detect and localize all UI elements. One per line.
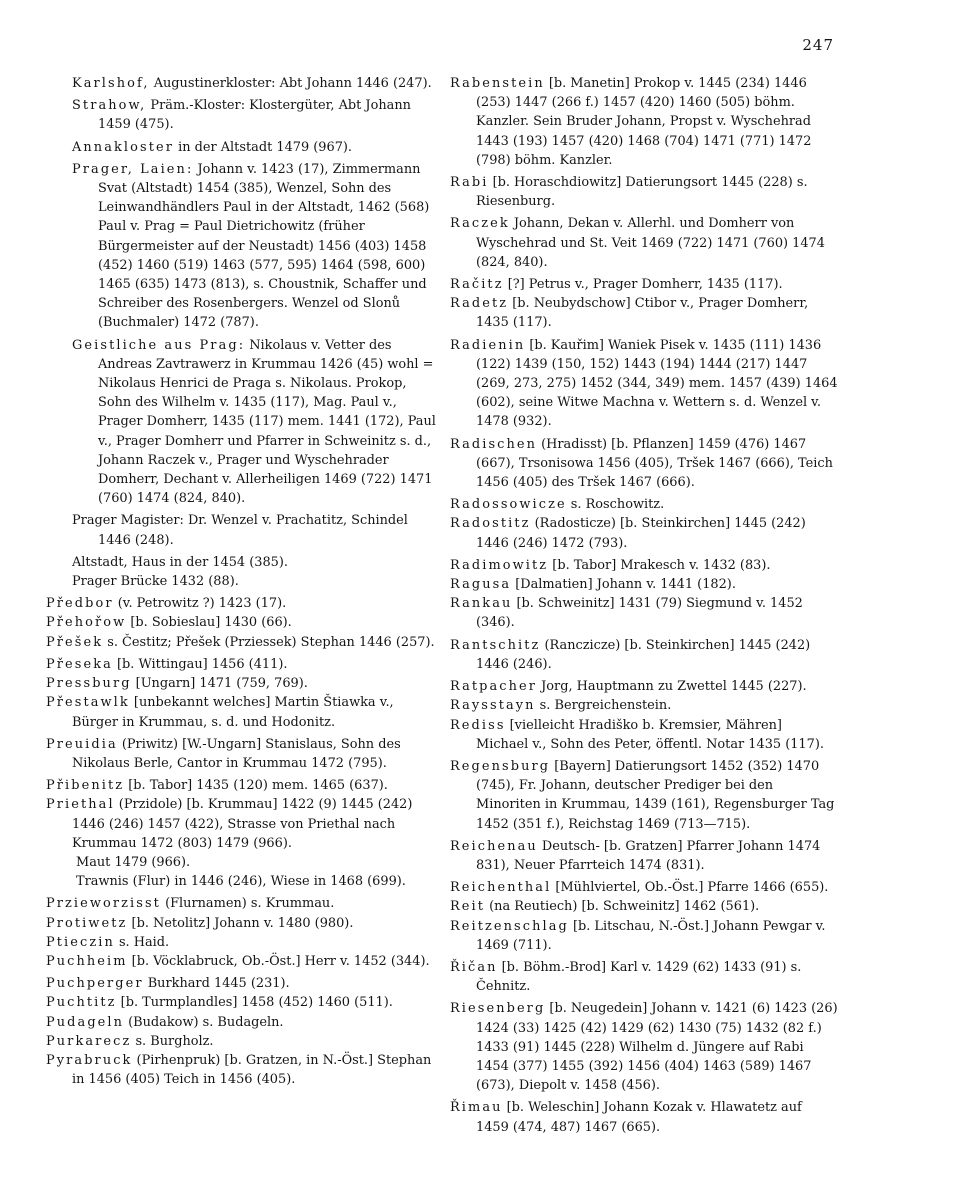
entry-text: 1479 (966).: [110, 854, 191, 870]
index-entry: [450, 336, 838, 432]
entry-headword: Prager Magister:: [72, 513, 184, 529]
index-entry: [46, 933, 440, 952]
index-entry: [46, 894, 440, 913]
entry-text: [b. Weleschin] Johann Kozak v. Hlawatetz auf 1459 (474, 487) 1467 (665).: [476, 1100, 802, 1135]
entry-headword: Radossowicze: [450, 497, 567, 513]
entry-headword: Rankau: [450, 596, 513, 612]
entry-text: s. Haid.: [114, 934, 170, 950]
entry-headword: Řičan: [450, 959, 498, 975]
index-entry: [46, 1032, 440, 1051]
entry-text: [unbekannt welches] Martin Štiawka v., Bürger in Krummau, s. d. und Hodonitz.: [72, 695, 394, 730]
index-entry: [46, 952, 440, 971]
index-entry: [450, 696, 838, 715]
entry-headword: Priethal: [46, 797, 115, 813]
index-entry: [46, 795, 440, 853]
entry-text: s. Čestitz; Přešek (Prziessek) Stephan 1446 (257).: [103, 634, 435, 650]
entry-headword: Přibenitz: [46, 778, 125, 794]
right-column: [450, 74, 838, 1140]
index-entry: [450, 556, 838, 575]
entry-text: Jorg, Hauptmann zu Zwettel 1445 (227).: [537, 679, 807, 695]
index-entry: [450, 636, 838, 674]
entry-text: [b. Tabor] 1435 (120) mem. 1465 (637).: [124, 778, 388, 794]
entry-text: [Ungarn] 1471 (759, 769).: [131, 676, 308, 692]
entry-headword: Ratpacher: [450, 679, 538, 695]
entry-headword: Radischen: [450, 436, 538, 452]
entry-headword: Altstadt,: [72, 554, 128, 570]
entry-headword: Račitz: [450, 277, 504, 293]
entry-text: Präm.-Kloster: Klostergüter, Abt Johann 1459 (475).: [98, 98, 411, 133]
entry-text: [?] Petrus v., Prager Domherr, 1435 (117).: [503, 277, 783, 293]
entry-headword: Pudageln: [46, 1014, 125, 1030]
entry-headword: Riesenberg: [450, 1001, 546, 1017]
entry-headword: Regensburg: [450, 758, 551, 774]
entry-headword: Puchheim: [46, 953, 128, 969]
entry-text: [b. Vöcklabruck, Ob.-Öst.] Herr v. 1452 (344).: [127, 953, 430, 969]
index-entry: [450, 897, 838, 916]
entry-headword: Přešek: [46, 634, 104, 650]
index-entry: [450, 958, 838, 996]
index-entry: [46, 655, 440, 674]
entry-text: [b. Tabor] Mrakesch v. 1432 (83).: [548, 557, 771, 573]
entry-text: [b. Turmplandles] 1458 (452) 1460 (511).: [116, 995, 393, 1011]
entry-text: s. Bergreichenstein.: [535, 698, 672, 714]
entry-headword: Maut: [76, 854, 111, 870]
entry-text: Augustinerkloster: Abt Johann 1446 (247).: [149, 76, 432, 91]
index-entry: [46, 613, 440, 632]
entry-text: Dr. Wenzel v. Prachatitz, Schindel 1446 (248).: [98, 513, 408, 548]
index-entry: [46, 674, 440, 693]
entry-headword: Przieworzisst: [46, 896, 161, 912]
index-entry: [46, 594, 440, 613]
entry-text: [Bayern] Datierungsort 1452 (352) 1470 (745), Fr. Johann, deutscher Prediger bei den Minoriten in Krummau, 1439 (161), Regensburger Tag 1452 (351 f.), Reichstag 1469 (713—715).: [476, 758, 835, 832]
index-entry: [450, 435, 838, 493]
index-entry: [450, 275, 838, 294]
entry-headword: Prager Brücke: [72, 574, 168, 590]
entry-headword: Preuidia: [46, 736, 118, 752]
entry-headword: Předbor: [46, 596, 114, 612]
index-entry: [46, 974, 440, 993]
entry-headword: Reitzenschlag: [450, 918, 569, 934]
entry-text: 1432 (88).: [167, 574, 239, 590]
entry-text: Haus in der 1454 (385).: [127, 554, 288, 570]
entry-text: (Budakow) s. Budageln.: [124, 1014, 284, 1030]
entry-headword: Rediss: [450, 717, 506, 733]
entry-text: [Mühlviertel, Ob.-Öst.] Pfarre 1466 (655).: [551, 880, 829, 896]
entry-headword: Radostitz: [450, 516, 531, 532]
entry-text: (Pirhenpruk) [b. Gratzen, in N.-Öst.] Stephan in 1456 (405) Teich in 1456 (405).: [72, 1052, 432, 1088]
index-entry: [46, 776, 440, 795]
index-entry: [46, 1051, 440, 1089]
entry-headword: Trawnis: [76, 874, 129, 890]
entry-headword: Rabi: [450, 175, 489, 191]
index-entry: [450, 837, 838, 875]
index-entry: [450, 917, 838, 955]
entry-headword: Reichenthal: [450, 880, 552, 896]
index-entry: [450, 514, 838, 552]
entry-headword: Pressburg: [46, 676, 132, 692]
left-column: [46, 74, 440, 1092]
index-entry: [450, 575, 838, 594]
index-entry: [72, 74, 440, 93]
entry-text: Johann v. 1423 (17), Zimmermann Svat (Altstadt) 1454 (385), Wenzel, Sohn des Leinwandhändlers Paul in der Altstadt, 1462 (568) Paul v. Prag = Paul Dietrichowitz (früher Bürgermeister auf der Neustadt) 1456 (403) 1458 (452) 1460 (519) 1463 (577, 595) 1464 (598, 600) 1465 (635) 1473 (813), s. Choustnik, Schaffer und Schreiber des Rosenbergers. Wenzel od Slonů (Buchmaler) 1472 (787).: [98, 161, 430, 331]
index-entry: [450, 74, 838, 170]
entry-text: [b. Litschau, N.-Öst.] Johann Pewgar v. 1469 (711).: [476, 918, 826, 953]
index-entry: [450, 677, 838, 696]
entry-text: Nikolaus v. Vetter des Andreas Zavtrawerz in Krummau 1426 (45) wohl = Nikolaus Henrici de Praga s. Nikolaus. Prokop, Sohn des Wilhelm v. 1435 (117), Mag. Paul v., Prager Domherr, 1435 (117) mem. 1441 (172), Paul v., Prager Domherr und Pfarrer in Schweinitz s. d., Johann Raczek v., Prager und Wyschehrader Domherr, Dechant v. Allerheiligen 1469 (722) 1471 (760) 1474 (824, 840).: [98, 337, 436, 507]
entry-text: (Przidole) [b. Krummau] 1422 (9) 1445 (242) 1446 (246) 1457 (422), Strasse von Priethal nach Krummau 1472 (803) 1479 (966).: [72, 797, 413, 851]
entry-text: (Priwitz) [W.-Ungarn] Stanislaus, Sohn des Nikolaus Berle, Cantor in Krummau 1472 (795).: [72, 736, 401, 771]
index-entry: [46, 1013, 440, 1032]
entry-text: [b. Kauřim] Waniek Pisek v. 1435 (111) 1436 (122) 1439 (150, 152) 1443 (194) 1444 (217) 1447 (269, 273, 275) 1452 (344, 349) mem. 1457 (439) 1464 (602), seine Witwe Machna v. Wettern s. d. Wenzel v. 1478 (932).: [476, 337, 838, 430]
entry-headword: Přestawlk: [46, 695, 130, 711]
entry-text: (Hradisst) [b. Pflanzen] 1459 (476) 1467 (667), Trsonisowa 1456 (405), Tršek 1467 (666), Teich 1456 (405) des Tršek 1467 (666).: [476, 436, 833, 491]
entry-headword: Pyrabruck: [46, 1052, 133, 1068]
entry-headword: Raczek: [450, 216, 510, 232]
index-entry: [450, 594, 838, 632]
entry-headword: Protiwetz: [46, 915, 128, 931]
entry-text: s. Burgholz.: [131, 1033, 214, 1049]
index-entry: [450, 214, 838, 272]
index-entry: [450, 878, 838, 897]
entry-text: Burkhard 1445 (231).: [143, 976, 290, 992]
index-entry: [72, 572, 440, 591]
entry-headword: Přeseka: [46, 656, 113, 672]
entry-text: s. Roschowitz.: [566, 497, 665, 513]
entry-text: [b. Böhm.-Brod] Karl v. 1429 (62) 1433 (91) s. Čehnitz.: [476, 959, 802, 995]
entry-text: [b. Sobieslau] 1430 (66).: [126, 615, 292, 631]
index-entry: [46, 914, 440, 933]
entry-text: [b. Neugedein] Johann v. 1421 (6) 1423 (26) 1424 (33) 1425 (42) 1429 (62) 1430 (75) 1432 (82 f.) 1433 (91) 1445 (228) Wilhelm d. Jüngere auf Rabi 1454 (377) 1455 (392) 1456 (404) 1463 (589) 1467 (673), Diepolt v. 1458 (456).: [476, 1001, 838, 1094]
index-entry: [72, 553, 440, 572]
entry-headword: Prager, Laien:: [72, 161, 194, 177]
entry-text: [b. Wittingau] 1456 (411).: [112, 656, 288, 672]
entry-text: (v. Petrowitz ?) 1423 (17).: [113, 596, 287, 612]
entry-text: (na Reutiech) [b. Schweinitz] 1462 (561).: [485, 899, 760, 915]
index-entry: [46, 993, 440, 1012]
index-entry: [450, 1098, 838, 1136]
entry-text: (Flur) in 1446 (246), Wiese in 1468 (699).: [128, 874, 406, 890]
entry-headword: Ragusa: [450, 577, 512, 593]
page-number: 247: [802, 36, 834, 54]
entry-headword: Radetz: [450, 296, 509, 312]
entry-headword: Přehořow: [46, 615, 127, 631]
entry-text: (Flurnamen) s. Krummau.: [160, 896, 335, 912]
entry-text: [b. Horaschdiowitz] Datierungsort 1445 (228) s. Riesenburg.: [476, 175, 808, 210]
entry-headword: Rabenstein: [450, 76, 545, 91]
entry-headword: Ptieczin: [46, 934, 115, 950]
entry-headword: Řimau: [450, 1100, 503, 1116]
index-entry: [72, 160, 440, 333]
entry-headword: Strahow,: [72, 98, 147, 114]
entry-text: [vielleicht Hradiško b. Kremsier, Mähren] Michael v., Sohn des Peter, öffentl. Notar 1435 (117).: [476, 717, 824, 752]
entry-headword: Puchtitz: [46, 995, 117, 1011]
index-entry: [46, 735, 440, 773]
index-entry: [46, 633, 440, 652]
entry-headword: Annakloster: [72, 139, 174, 155]
index-entry: [72, 336, 440, 509]
entry-headword: Radimowitz: [450, 557, 549, 573]
index-entry: [450, 495, 838, 514]
index-entry: [450, 999, 838, 1095]
entry-text: [b. Netolitz] Johann v. 1480 (980).: [127, 915, 354, 931]
entry-text: Johann, Dekan v. Allerhl. und Domherr von Wyschehrad und St. Veit 1469 (722) 1471 (760) 1474 (824, 840).: [476, 216, 825, 270]
entry-headword: Rantschitz: [450, 637, 541, 653]
entry-headword: Karlshof,: [72, 76, 150, 91]
entry-text: [b. Schweinitz] 1431 (79) Siegmund v. 1452 (346).: [476, 596, 803, 631]
entry-text: [Dalmatien] Johann v. 1441 (182).: [511, 577, 736, 593]
entry-headword: Puchperger: [46, 976, 144, 992]
index-entry: [450, 716, 838, 754]
entry-text: in der Altstadt 1479 (967).: [173, 139, 353, 155]
index-entry: [72, 511, 440, 549]
index-entry: [76, 872, 440, 891]
entry-text: (Ranczicze) [b. Steinkirchen] 1445 (242) 1446 (246).: [476, 637, 811, 672]
entry-headword: Reichenau: [450, 838, 538, 854]
entry-headword: Geistliche aus Prag:: [72, 337, 246, 353]
index-entry: [450, 757, 838, 834]
entry-headword: Reit: [450, 899, 486, 915]
index-entry: [450, 173, 838, 211]
index-entry: [76, 853, 440, 872]
index-entry: [46, 693, 440, 731]
index-entry: [72, 138, 440, 157]
entry-text: (Radosticze) [b. Steinkirchen] 1445 (242) 1446 (246) 1472 (793).: [476, 516, 806, 551]
entry-text: [b. Neubydschow] Ctibor v., Prager Domherr, 1435 (117).: [476, 296, 809, 331]
entry-headword: Purkarecz: [46, 1033, 132, 1049]
entry-text: [b. Manetin] Prokop v. 1445 (234) 1446 (253) 1447 (266 f.) 1457 (420) 1460 (505) böhm. Kanzler. Sein Bruder Johann, Propst v. Wyschehrad 1443 (193) 1457 (420) 1468 (704) 1471 (771) 1472 (798) böhm. Kanzler.: [476, 76, 812, 168]
entry-text: Deutsch- [b. Gratzen] Pfarrer Johann 1474 831), Neuer Pfarrteich 1474 (831).: [476, 838, 821, 873]
index-entry: [72, 96, 440, 134]
entry-headword: Raysstayn: [450, 698, 536, 714]
index-entry: [450, 294, 838, 332]
entry-headword: Radienin: [450, 337, 526, 353]
